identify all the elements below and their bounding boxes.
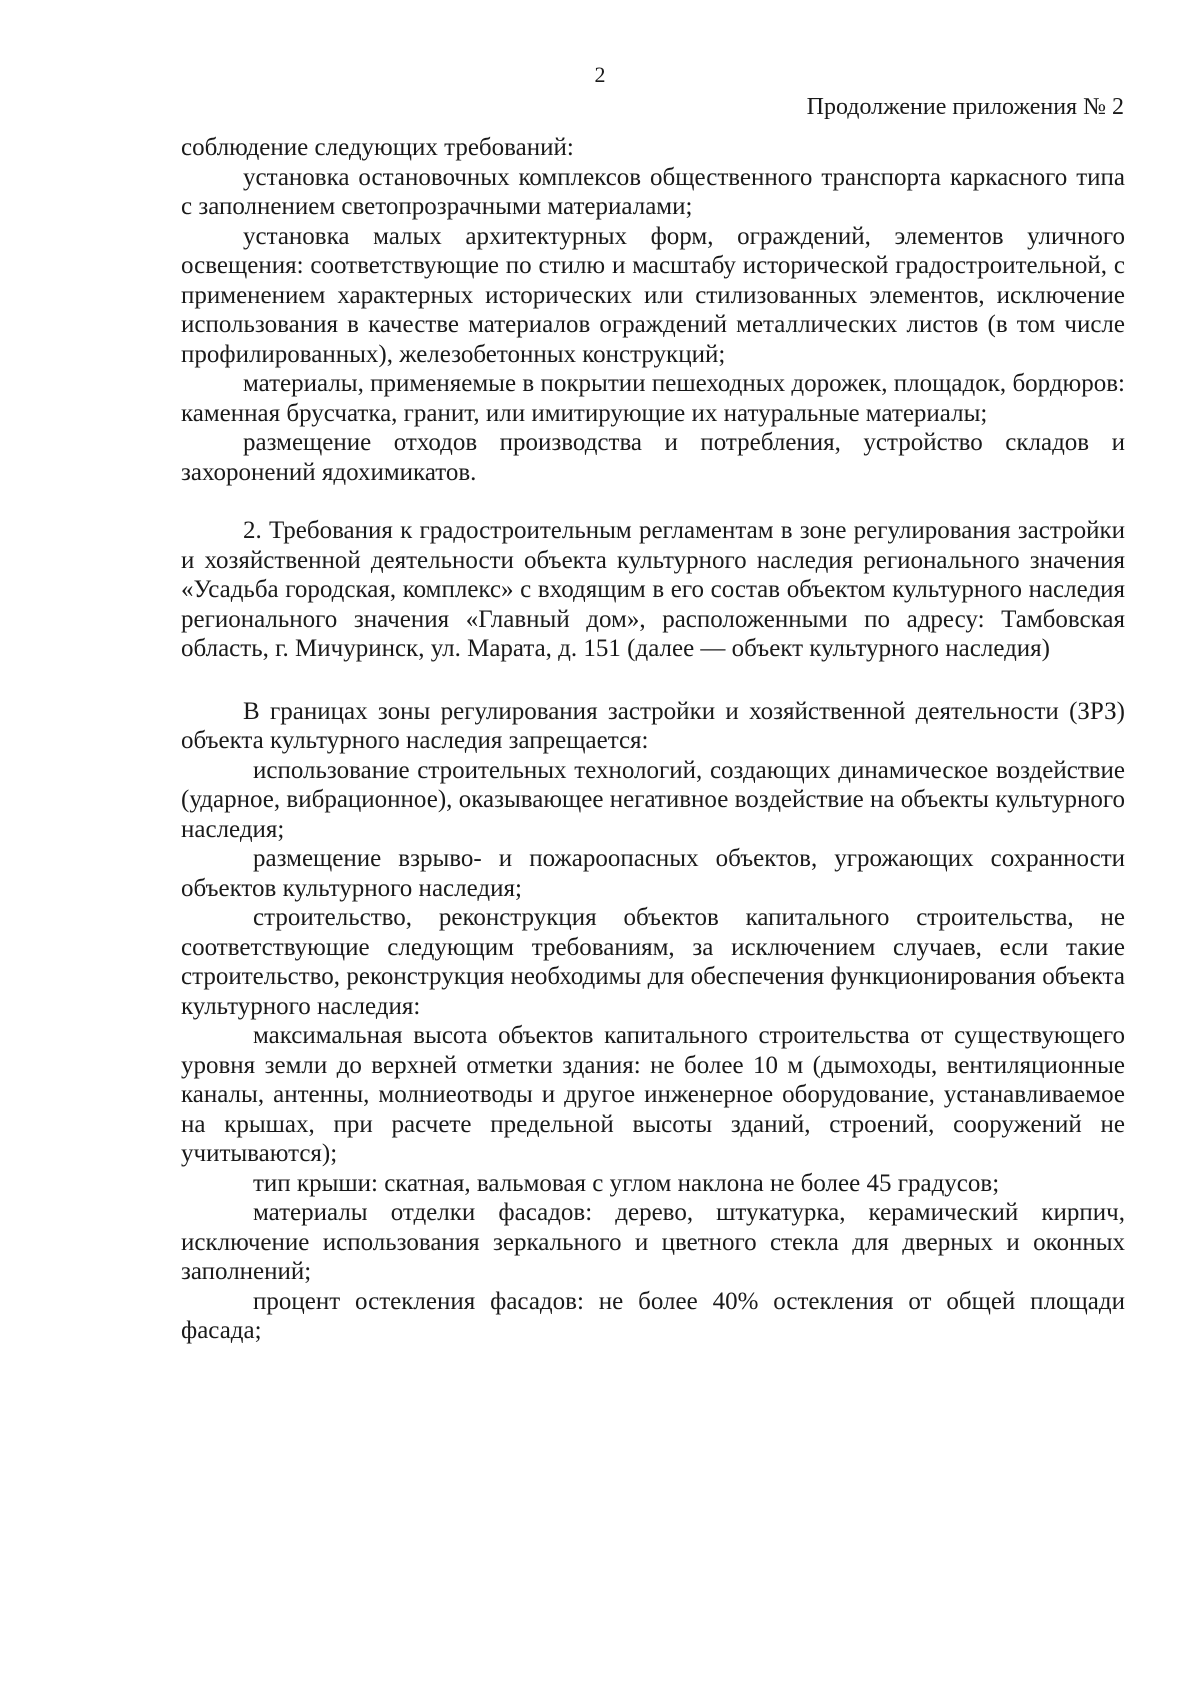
page-number: 2 xyxy=(594,62,606,87)
paragraph-explosive-objects: размещение взрыво- и пожароопасных объектов, угрожающих сохранности объектов культурного наследия; xyxy=(181,845,1125,902)
paragraph-construction-technologies: использование строительных технологий, создающих динамическое воздействие (ударное, вибрационное), оказывающее негативное воздействие на объекты культурного наследия; xyxy=(181,756,1125,843)
paragraph-facade-materials: материалы отделки фасадов: дерево, штукатурка, керамический кирпич, исключение использования зеркального и цветного стекла для дверных и оконных заполнений; xyxy=(181,1199,1125,1285)
paragraph-waste-placement: размещение отходов производства и потребления, устройство складов и захоронений ядохимикатов. xyxy=(181,429,1125,486)
paragraph-roof-type: тип крыши: скатная, вальмовая с углом наклона не более 45 градусов; xyxy=(253,1169,1000,1197)
paragraph-transport-stops: установка остановочных комплексов общественного транспорта каркасного типа с заполнением светопрозрачными материалами; xyxy=(181,163,1125,220)
appendix-continuation-note: Продолжение приложения № 2 xyxy=(806,94,1124,120)
document-body xyxy=(181,133,1125,1346)
paragraph-max-height: максимальная высота объектов капитального строительства от существующего уровня земли до верхней отметки здания: не более 10 м (дымоходы, вентиляционные каналы, антенны, молниеотводы и другое инженерное оборудование, устанавливаемое на крышах, при расчете предельной высоты зданий, строений, сооружений не учитываются); xyxy=(181,1022,1125,1167)
paragraph-capital-construction: строительство, реконструкция объектов капитального строительства, не соответствующие следующим требованиям, за исключением случаев, если такие строительство, реконструкция необходимы для обеспечения функционирования объекта культурного наследия: xyxy=(181,904,1125,1020)
paragraph-requirements-intro: соблюдение следующих требований: xyxy=(181,134,574,161)
section-2-heading-paragraph: 2. Требования к градостроительным регламентам в зоне регулирования застройки и хозяйственной деятельности объекта культурного наследия регионального значения «Усадьба городская, комплекс» с входящим в его состав объектом культурного наследия регионального значения «Главный дом», расположенными по адресу: Тамбовская область, г. Мичуринск, ул. Марата, д. 151 (далее — объект культурного наследия) xyxy=(181,517,1125,662)
paragraph-glazing-percentage: процент остекления фасадов: не более 40% остекления от общей площади фасада; xyxy=(181,1287,1125,1344)
paragraph-zrz-prohibitions: В границах зоны регулирования застройки и хозяйственной деятельности (ЗРЗ) объекта культурного наследия запрещается: xyxy=(181,697,1125,754)
paragraph-paving-materials: материалы, применяемые в покрытии пешеходных дорожек, площадок, бордюров: каменная брусчатка, гранит, или имитирующие их натуральные материалы; xyxy=(181,370,1125,427)
paragraph-small-architectural-forms: установка малых архитектурных форм, ограждений, элементов уличного освещения: соответствующие по стилю и масштабу исторической градостроительной, с применением характерных исторических или стилизованных элементов, исключение использования в качестве материалов ограждений металлических листов (в том числе профилированных), железобетонных конструкций; xyxy=(181,222,1125,368)
